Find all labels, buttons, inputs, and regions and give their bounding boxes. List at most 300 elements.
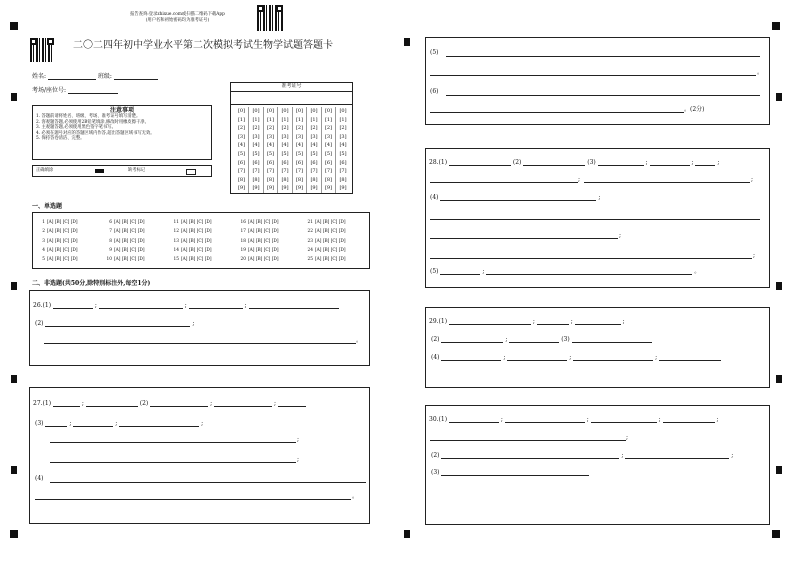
semicolon: ;: [751, 176, 754, 183]
exam-digit-bubble[interactable]: [6]: [266, 159, 275, 166]
semicolon: ;: [201, 420, 204, 427]
q28-answer-6[interactable]: [440, 194, 596, 201]
period: 。: [757, 69, 764, 76]
exam-number-column: [264, 107, 278, 193]
answer-options[interactable]: [A] [B] [C] [D]: [315, 238, 346, 244]
semicolon: ;: [532, 318, 535, 325]
q29-number: 29.: [429, 318, 439, 325]
side-mark: [776, 375, 782, 383]
question-number: 16: [240, 220, 246, 225]
answer-options[interactable]: [A] [B] [C] [D]: [248, 229, 279, 235]
exam-digit-bubble[interactable]: [7]: [310, 168, 318, 175]
q27-answer-line[interactable]: [50, 482, 366, 483]
exam-digit-bubble[interactable]: [7]: [295, 168, 304, 175]
exam-number-column: [235, 107, 249, 193]
q30-answer-line[interactable]: [430, 440, 626, 441]
q27-answer-line[interactable]: [35, 499, 351, 500]
single-choice-block: [305, 218, 346, 264]
exam-digit-bubble[interactable]: [9]: [324, 185, 333, 192]
question-number: 3: [42, 238, 45, 244]
q27-answer-line[interactable]: [446, 95, 760, 96]
exam-digit-bubble[interactable]: [7]: [266, 168, 275, 175]
exam-digit-bubble[interactable]: [1]: [237, 116, 246, 123]
exam-digit-bubble[interactable]: [9]: [310, 185, 318, 192]
q29-answer-4[interactable]: [441, 336, 503, 343]
q28-answer-line[interactable]: [430, 238, 618, 239]
semicolon: ;: [115, 420, 118, 427]
q28-part5: [430, 268, 700, 275]
q27-answer-7[interactable]: [73, 420, 113, 427]
exam-digit-bubble[interactable]: [3]: [324, 133, 333, 140]
exam-digit-bubble[interactable]: [5]: [324, 150, 333, 157]
answer-options[interactable]: [A] [B] [C] [D]: [114, 229, 145, 235]
q27-answer-line[interactable]: [50, 462, 296, 463]
semicolon: ;: [598, 194, 601, 201]
q29-answer-3[interactable]: [575, 318, 621, 325]
exam-digit-bubble[interactable]: [1]: [339, 116, 347, 123]
q27-answer-line[interactable]: [50, 442, 296, 443]
report-notice-line1: 报告查询:登录zhixue.com或扫描二维码下载App: [130, 12, 225, 17]
semicolon: ;: [717, 159, 720, 166]
corner-mark-tr: [772, 22, 780, 30]
answer-options[interactable]: [A] [B] [C] [D]: [47, 220, 78, 225]
exam-number-column: [308, 107, 322, 193]
side-mark: [11, 93, 17, 101]
answer-options[interactable]: [A] [B] [C] [D]: [248, 257, 279, 263]
semicolon: ;: [655, 354, 658, 361]
exam-digit-bubble[interactable]: [1]: [252, 116, 260, 123]
answer-options[interactable]: [A] [B] [C] [D]: [47, 247, 78, 253]
exam-digit-bubble[interactable]: [0]: [339, 108, 347, 114]
exam-digit-bubble[interactable]: [8]: [252, 176, 260, 183]
exam-digit-bubble[interactable]: [5]: [237, 150, 246, 157]
exam-digit-bubble[interactable]: [4]: [310, 142, 318, 149]
fill-example-box: [32, 165, 212, 177]
q27-line4: [35, 475, 44, 482]
q28-part2-label: (2): [512, 159, 522, 166]
q28-answer-5[interactable]: [695, 159, 715, 166]
q28-answer-line[interactable]: [430, 258, 752, 259]
exam-digit-bubble[interactable]: [7]: [237, 168, 246, 175]
single-choice-row[interactable]: [104, 227, 145, 236]
exam-digit-bubble[interactable]: [0]: [295, 108, 304, 114]
exam-digit-bubble[interactable]: [2]: [252, 125, 260, 132]
question-number: 10: [106, 257, 112, 263]
q30-answer-7[interactable]: [441, 469, 589, 476]
q27-continued-box: [425, 37, 770, 125]
q29-answer-8[interactable]: [507, 354, 567, 361]
q26-part1-label: (1): [42, 302, 52, 309]
q28-answer-8[interactable]: [486, 268, 692, 275]
q27-answer-2[interactable]: [86, 400, 138, 407]
q26-answer-3[interactable]: [189, 302, 243, 309]
q27-answer-line[interactable]: [430, 75, 756, 76]
answer-options[interactable]: [A] [B] [C] [D]: [47, 229, 78, 235]
q30-part2-label: (2): [431, 452, 440, 459]
question-number: 5: [42, 257, 45, 263]
exam-digit-bubble[interactable]: [9]: [266, 185, 275, 192]
question-number: 21: [307, 220, 313, 225]
section1-title: 一、单选题: [32, 203, 63, 210]
q28-answer-4[interactable]: [650, 159, 690, 166]
name-field[interactable]: [48, 73, 96, 80]
question-number: 12: [173, 229, 179, 235]
exam-digit-bubble[interactable]: [5]: [339, 150, 347, 157]
semicolon: ;: [569, 354, 572, 361]
q30-answer-2[interactable]: [505, 416, 585, 423]
q26-part2-label: (2): [35, 320, 44, 327]
semicolon: ;: [645, 159, 648, 166]
answer-options[interactable]: [A] [B] [C] [D]: [47, 238, 78, 244]
q29-answer-2[interactable]: [537, 318, 569, 325]
exam-digit-bubble[interactable]: [1]: [281, 116, 289, 123]
single-choice-row[interactable]: [37, 227, 78, 236]
semicolon: ;: [753, 252, 756, 259]
exam-digit-bubble[interactable]: [2]: [266, 125, 275, 132]
answer-options[interactable]: [A] [B] [C] [D]: [181, 257, 212, 263]
answer-options[interactable]: [A] [B] [C] [D]: [114, 220, 145, 225]
q30-answer-4[interactable]: [663, 416, 715, 423]
exam-digit-bubble[interactable]: [3]: [237, 133, 246, 140]
q28-answer-7[interactable]: [440, 268, 480, 275]
q28-answer-3[interactable]: [598, 159, 644, 166]
q27-part6: [430, 88, 439, 95]
exam-digit-bubble[interactable]: [7]: [252, 168, 260, 175]
q28-answer-line[interactable]: [584, 182, 750, 183]
q28-answer-line[interactable]: [430, 182, 578, 183]
q30-answer-5[interactable]: [441, 452, 619, 459]
exam-digit-bubble[interactable]: [9]: [252, 185, 260, 192]
question-number: 8: [109, 238, 112, 244]
answer-options[interactable]: [A] [B] [C] [D]: [114, 257, 145, 263]
single-choice-row[interactable]: [238, 255, 279, 264]
question-number: 17: [240, 229, 246, 235]
exam-digit-bubble[interactable]: [1]: [310, 116, 318, 123]
exam-digit-bubble[interactable]: [2]: [295, 125, 304, 132]
q27-answer-6[interactable]: [45, 420, 67, 427]
exam-digit-bubble[interactable]: [7]: [339, 168, 347, 175]
single-choice-row[interactable]: [238, 227, 279, 236]
answer-options[interactable]: [A] [B] [C] [D]: [47, 257, 78, 263]
single-choice-row[interactable]: [37, 237, 78, 246]
q29-line2: [431, 336, 652, 343]
class-field[interactable]: [114, 73, 158, 80]
exam-number-column: [337, 107, 350, 193]
exam-digit-bubble[interactable]: [0]: [281, 108, 289, 114]
report-notice-line2: (用户名和初始密码均为准考证号): [145, 17, 210, 23]
answer-options[interactable]: [A] [B] [C] [D]: [114, 247, 145, 253]
side-mark: [776, 93, 782, 101]
exam-digit-bubble[interactable]: [3]: [339, 133, 347, 140]
exam-digit-bubble[interactable]: [1]: [324, 116, 333, 123]
question-number: 7: [109, 229, 112, 235]
exam-digit-bubble[interactable]: [1]: [266, 116, 275, 123]
exam-digit-bubble[interactable]: [9]: [295, 185, 304, 192]
exam-digit-bubble[interactable]: [6]: [281, 159, 289, 166]
notes-title: 注意事项: [109, 107, 134, 114]
single-choice-row[interactable]: [305, 255, 346, 264]
q30-line3: [431, 452, 733, 459]
q27-answer-line[interactable]: [430, 112, 684, 113]
exam-digit-bubble[interactable]: [8]: [339, 176, 347, 183]
single-choice-row[interactable]: [305, 218, 346, 227]
question-number: 1: [42, 220, 45, 225]
exam-digit-bubble[interactable]: [4]: [281, 142, 289, 149]
single-choice-row[interactable]: [171, 227, 212, 236]
exam-number-box: [230, 82, 353, 194]
single-choice-row[interactable]: [238, 246, 279, 255]
answer-options[interactable]: [A] [B] [C] [D]: [315, 247, 346, 253]
q26-answer-5[interactable]: [45, 320, 190, 327]
q29-part4-label: (4): [431, 354, 440, 361]
exam-digit-bubble[interactable]: [4]: [324, 142, 333, 149]
single-choice-row[interactable]: [104, 237, 145, 246]
single-choice-row[interactable]: [171, 255, 212, 264]
correct-fill-label: 正确填涂: [36, 168, 54, 173]
exam-digit-bubble[interactable]: [2]: [310, 125, 318, 132]
q28-answer-1[interactable]: [449, 159, 511, 166]
question-number: 6: [109, 220, 112, 225]
exam-digit-bubble[interactable]: [8]: [295, 176, 304, 183]
answer-options[interactable]: [A] [B] [C] [D]: [248, 220, 279, 225]
answer-options[interactable]: [A] [B] [C] [D]: [114, 238, 145, 244]
exam-digit-bubble[interactable]: [3]: [266, 133, 275, 140]
semicolon: ;: [192, 320, 195, 327]
q26-number: 26.: [33, 302, 43, 309]
single-choice-row[interactable]: [171, 218, 212, 227]
exam-digit-bubble[interactable]: [0]: [252, 108, 260, 114]
q27-answer-line[interactable]: [446, 56, 760, 57]
semicolon: ;: [482, 268, 485, 275]
period: 。: [356, 337, 363, 344]
answer-options[interactable]: [A] [B] [C] [D]: [181, 229, 212, 235]
room-label: 考场/座位号:: [32, 87, 67, 94]
exam-digit-bubble[interactable]: [5]: [281, 150, 289, 157]
corner-mark-br: [772, 530, 780, 538]
exam-digit-bubble[interactable]: [6]: [310, 159, 318, 166]
single-choice-box: [32, 212, 370, 269]
q29-answer-1[interactable]: [449, 318, 531, 325]
q27-part4-label: (4): [35, 475, 44, 482]
q26-answer-1[interactable]: [53, 302, 93, 309]
page-title: 二〇二四年初中学业水平第二次模拟考试生物学试题答题卡: [73, 40, 333, 51]
single-choice-row[interactable]: [305, 237, 346, 246]
section2-title: 二、非选题(共50分,除特别标注外,每空1分): [32, 280, 151, 287]
exam-digit-bubble[interactable]: [6]: [252, 159, 260, 166]
side-mark: [776, 466, 782, 474]
q28-part3-label: (3): [587, 159, 596, 166]
exam-digit-bubble[interactable]: [3]: [281, 133, 289, 140]
q28-answer-2[interactable]: [523, 159, 585, 166]
single-choice-row[interactable]: [238, 237, 279, 246]
side-mark: [776, 282, 782, 290]
exam-digit-bubble[interactable]: [4]: [266, 142, 275, 149]
q29-answer-6[interactable]: [572, 336, 652, 343]
single-choice-row[interactable]: [238, 218, 279, 227]
q26-line1: [33, 302, 339, 309]
exam-digit-bubble[interactable]: [5]: [295, 150, 304, 157]
exam-digit-bubble[interactable]: [2]: [339, 125, 347, 132]
q27-answer-1[interactable]: [53, 400, 80, 407]
exam-digit-bubble[interactable]: [9]: [339, 185, 347, 192]
q30-answer-1[interactable]: [449, 416, 499, 423]
q27-part3-label: (3): [35, 420, 44, 427]
q30-line1: [429, 416, 719, 423]
q28-part1-label: (1): [438, 159, 448, 166]
room-field[interactable]: [68, 87, 118, 94]
q27-answer-5[interactable]: [278, 400, 306, 407]
exam-digit-bubble[interactable]: [9]: [237, 185, 246, 192]
side-mark: [11, 466, 17, 474]
semicolon: ;: [184, 302, 187, 309]
exam-digit-bubble[interactable]: [3]: [310, 133, 318, 140]
q27-answer-3[interactable]: [150, 400, 208, 407]
single-choice-row[interactable]: [104, 218, 145, 227]
side-mark: [11, 282, 17, 290]
name-label: 姓名:: [32, 73, 47, 80]
exam-digit-bubble[interactable]: [8]: [310, 176, 318, 183]
semicolon: ;: [578, 176, 581, 183]
exam-digit-bubble[interactable]: [5]: [266, 150, 275, 157]
exam-digit-bubble[interactable]: [8]: [237, 176, 246, 183]
q28-part4-label: (4): [430, 194, 439, 201]
exam-digit-bubble[interactable]: [3]: [295, 133, 304, 140]
absent-mark-box[interactable]: [186, 169, 196, 175]
q27-part2-label: (2): [139, 400, 149, 407]
single-choice-block: [104, 218, 145, 264]
semicolon: ;: [500, 416, 503, 423]
q29-answer-9[interactable]: [573, 354, 653, 361]
q29-part2-label: (2): [431, 336, 440, 343]
single-choice-row[interactable]: [37, 218, 78, 227]
q28-answer-line[interactable]: [430, 219, 760, 220]
q30-box: [425, 405, 770, 525]
exam-number-column: [250, 107, 264, 193]
exam-digit-bubble[interactable]: [4]: [237, 142, 246, 149]
semicolon: ;: [621, 452, 624, 459]
semicolon: ;: [69, 420, 72, 427]
notes-item: 3. 主观题答题,必须使用黑色签字笔书写。: [36, 125, 116, 131]
exam-digit-bubble[interactable]: [5]: [310, 150, 318, 157]
exam-digit-bubble[interactable]: [4]: [252, 142, 260, 149]
semicolon: ;: [731, 452, 734, 459]
semicolon: ;: [619, 232, 622, 239]
q26-answer-line[interactable]: [44, 343, 356, 344]
exam-digit-bubble[interactable]: [4]: [295, 142, 304, 149]
single-choice-row[interactable]: [171, 246, 212, 255]
answer-options[interactable]: [A] [B] [C] [D]: [181, 220, 212, 225]
single-choice-row[interactable]: [37, 255, 78, 264]
single-choice-row[interactable]: [104, 255, 145, 264]
q27-part5-label: (5): [430, 49, 439, 56]
exam-digit-bubble[interactable]: [0]: [237, 108, 246, 114]
answer-options[interactable]: [A] [B] [C] [D]: [248, 238, 279, 244]
exam-digit-bubble[interactable]: [0]: [324, 108, 333, 114]
exam-digit-bubble[interactable]: [1]: [295, 116, 304, 123]
semicolon: ;: [297, 456, 300, 463]
exam-number-column: [279, 107, 293, 193]
answer-options[interactable]: [A] [B] [C] [D]: [181, 238, 212, 244]
report-notice: [105, 12, 250, 23]
exam-digit-bubble[interactable]: [6]: [237, 159, 246, 166]
correct-fill-sample: [95, 169, 104, 173]
single-choice-row[interactable]: [104, 246, 145, 255]
exam-digit-bubble[interactable]: [2]: [237, 125, 246, 132]
answer-options[interactable]: [A] [B] [C] [D]: [248, 247, 279, 253]
exam-digit-bubble[interactable]: [9]: [281, 185, 289, 192]
question-number: 4: [42, 247, 45, 253]
q28-line1: [429, 159, 719, 166]
corner-mark-bl: [10, 530, 18, 538]
q27-box: [29, 387, 370, 524]
answer-options[interactable]: [A] [B] [C] [D]: [181, 247, 212, 253]
exam-digit-bubble[interactable]: [8]: [324, 176, 333, 183]
q27-part5: [430, 49, 439, 56]
exam-number-column: [322, 107, 336, 193]
semicolon: ;: [273, 400, 277, 407]
exam-number-write-row[interactable]: [231, 92, 352, 105]
semicolon: ;: [210, 400, 213, 407]
exam-digit-bubble[interactable]: [8]: [266, 176, 275, 183]
exam-digit-bubble[interactable]: [3]: [252, 133, 260, 140]
exam-digit-bubble[interactable]: [7]: [324, 168, 333, 175]
q26-line2: [35, 320, 194, 327]
q27-answer-8[interactable]: [119, 420, 199, 427]
q28-part5-label: (5): [430, 268, 439, 275]
exam-digit-bubble[interactable]: [4]: [339, 142, 347, 149]
semicolon: ;: [244, 302, 247, 309]
semicolon: ;: [94, 302, 97, 309]
single-choice-row[interactable]: [305, 227, 346, 236]
question-number: 15: [173, 257, 179, 263]
single-choice-row[interactable]: [37, 246, 78, 255]
exam-number-column: [293, 107, 307, 193]
question-number: 19: [240, 247, 246, 253]
q29-answer-5[interactable]: [509, 336, 559, 343]
exam-digit-bubble[interactable]: [0]: [310, 108, 318, 114]
question-number: 11: [173, 220, 179, 225]
notes-item: 2. 客观题答题,必须使用2B铅笔填涂,修改时用橡皮擦干净。: [36, 119, 149, 125]
q26-box: [29, 290, 370, 366]
question-number: 18: [240, 238, 246, 244]
exam-digit-bubble[interactable]: [2]: [281, 125, 289, 132]
exam-digit-bubble[interactable]: [6]: [295, 159, 304, 166]
q30-answer-3[interactable]: [591, 416, 657, 423]
exam-digit-bubble[interactable]: [5]: [252, 150, 260, 157]
exam-digit-bubble[interactable]: [6]: [339, 159, 347, 166]
question-number: 20: [240, 257, 246, 263]
single-choice-row[interactable]: [305, 246, 346, 255]
q30-answer-6[interactable]: [625, 452, 729, 459]
answer-options[interactable]: [A] [B] [C] [D]: [315, 220, 346, 225]
answer-options[interactable]: [A] [B] [C] [D]: [315, 257, 346, 263]
q29-answer-7[interactable]: [441, 354, 501, 361]
q26-answer-2[interactable]: [99, 302, 183, 309]
exam-digit-bubble[interactable]: [0]: [266, 108, 275, 114]
q26-answer-4[interactable]: [249, 302, 339, 309]
exam-digit-bubble[interactable]: [7]: [281, 168, 289, 175]
exam-digit-bubble[interactable]: [6]: [324, 159, 333, 166]
notes-item: 1. 答题前请将姓名、班级、考场、准考证号填写清楚。: [36, 114, 141, 119]
single-choice-row[interactable]: [171, 237, 212, 246]
exam-digit-bubble[interactable]: [8]: [281, 176, 289, 183]
q27-answer-4[interactable]: [214, 400, 272, 407]
q29-answer-10[interactable]: [659, 354, 721, 361]
notes-item: 5. 保持答卷清洁、完整。: [36, 136, 85, 142]
qr-code-icon: [30, 38, 54, 62]
exam-digit-bubble[interactable]: [2]: [324, 125, 333, 132]
answer-options[interactable]: [A] [B] [C] [D]: [315, 229, 346, 235]
